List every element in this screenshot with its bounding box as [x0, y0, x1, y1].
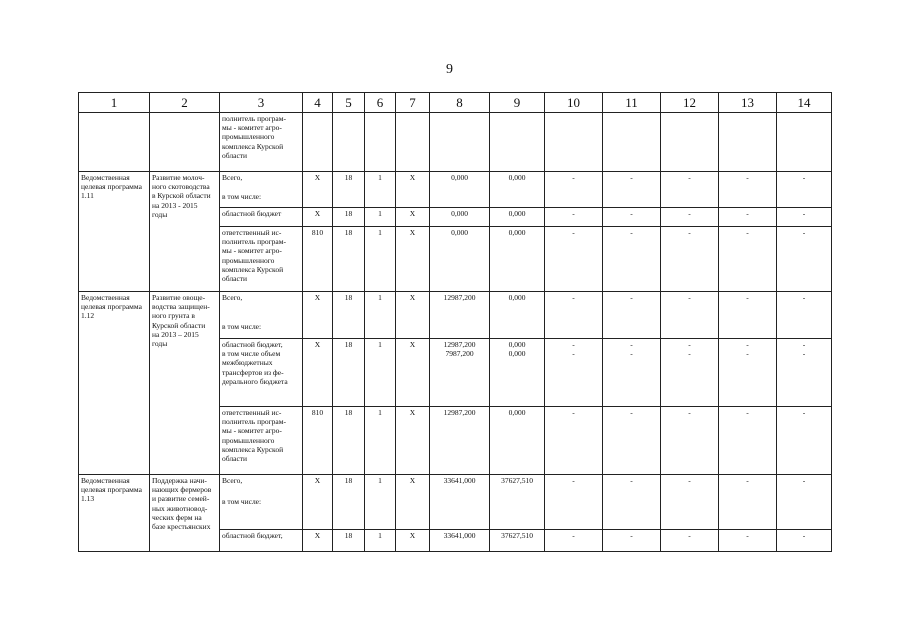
- cell: -: [603, 208, 661, 227]
- cell: Х: [303, 172, 333, 208]
- cell: 0,000: [490, 227, 545, 292]
- value: -: [802, 349, 806, 359]
- program-name-cell: Развитие овоще- водства защищен- ного грунта в Курской области на 2013 – 2015 годы: [150, 292, 220, 475]
- cell: [490, 339, 545, 407]
- header-col-12: 12: [661, 93, 719, 113]
- cell: 18: [333, 475, 365, 530]
- cell: [79, 113, 150, 172]
- cell: -: [719, 227, 777, 292]
- value: -: [688, 340, 691, 349]
- cell: [396, 113, 430, 172]
- value: -: [630, 340, 633, 349]
- cell: 0,000: [490, 292, 545, 339]
- cell: 1: [365, 530, 396, 552]
- cell: Х: [396, 339, 430, 407]
- cell: -: [777, 530, 832, 552]
- cell: [661, 339, 719, 407]
- cell: 18: [333, 292, 365, 339]
- cell: 12987,200: [430, 407, 490, 475]
- cell-executor: ответственный ис- полнитель програм- мы - комитет агро- промышленного комплекса Курской области: [220, 227, 303, 292]
- value: -: [746, 340, 749, 349]
- cell: [545, 339, 603, 407]
- cell: -: [661, 530, 719, 552]
- value: -: [630, 349, 633, 359]
- source-including: в том числе:: [222, 497, 262, 507]
- cell: [719, 339, 777, 407]
- cell: -: [719, 530, 777, 552]
- value: -: [746, 349, 749, 359]
- cell: -: [661, 475, 719, 530]
- source-total: Всего,: [222, 293, 243, 302]
- cell: 18: [333, 208, 365, 227]
- cell: -: [603, 292, 661, 339]
- value: -: [572, 349, 575, 359]
- header-col-8: 8: [430, 93, 490, 113]
- value: -: [688, 349, 691, 359]
- value: -: [572, 340, 575, 349]
- program-name-cell: Поддержка начи- нающих фермеров и развитие семей- ных животновод- ческих ферм на базе крестьянских: [150, 475, 220, 552]
- header-col-7: 7: [396, 93, 430, 113]
- header-row: [79, 93, 832, 113]
- cell: -: [719, 475, 777, 530]
- cell: -: [545, 475, 603, 530]
- cell: 18: [333, 172, 365, 208]
- value: 7987,200: [445, 349, 474, 359]
- header-col-13: 13: [719, 93, 777, 113]
- header-col-14: 14: [777, 93, 832, 113]
- cell: 0,000: [430, 172, 490, 208]
- cell: Х: [396, 475, 430, 530]
- table-row: [79, 172, 832, 208]
- value: 0,000: [508, 349, 526, 359]
- cell: 0,000: [430, 208, 490, 227]
- cell: [333, 113, 365, 172]
- cell-source: [220, 292, 303, 339]
- cell: -: [545, 407, 603, 475]
- cell: 1: [365, 208, 396, 227]
- cell-source: областной бюджет: [220, 208, 303, 227]
- cell: -: [777, 227, 832, 292]
- value: 0,000: [508, 340, 526, 349]
- cell: 1: [365, 227, 396, 292]
- program-cell: Ведомственная целевая программа 1.11: [79, 172, 150, 292]
- cell: -: [661, 292, 719, 339]
- cell-source: областной бюджет,: [220, 530, 303, 552]
- cell: [430, 339, 490, 407]
- cell: Х: [396, 530, 430, 552]
- table-row: [79, 113, 832, 172]
- cell: [150, 113, 220, 172]
- cell: 37627,510: [490, 530, 545, 552]
- cell-executor: ответственный ис- полнитель програм- мы - комитет агро- промышленного комплекса Курской области: [220, 407, 303, 475]
- cell: -: [661, 208, 719, 227]
- budget-table: [78, 92, 832, 552]
- program-cell: Ведомственная целевая программа 1.12: [79, 292, 150, 475]
- cell: 18: [333, 530, 365, 552]
- cell: 1: [365, 292, 396, 339]
- source-total: Всего,: [222, 173, 243, 182]
- cell: 1: [365, 475, 396, 530]
- cell: [365, 113, 396, 172]
- cell: Х: [396, 172, 430, 208]
- cell: -: [603, 407, 661, 475]
- cell: [777, 339, 832, 407]
- cell: -: [603, 227, 661, 292]
- cell-executor: полнитель програм- мы - комитет агро- промышленного комплекса Курской области: [220, 113, 303, 172]
- header-col-10: 10: [545, 93, 603, 113]
- cell: Х: [303, 530, 333, 552]
- value: 12987,200: [443, 340, 476, 349]
- cell: -: [777, 475, 832, 530]
- header-col-2: 2: [150, 93, 220, 113]
- source-including: в том числе:: [222, 322, 262, 332]
- cell: Х: [396, 227, 430, 292]
- table-row: [79, 292, 832, 339]
- cell: -: [545, 530, 603, 552]
- cell: -: [777, 172, 832, 208]
- table-row: [79, 475, 832, 530]
- cell: -: [661, 407, 719, 475]
- cell: -: [719, 208, 777, 227]
- source-including: в том числе:: [222, 192, 262, 202]
- header-col-3: 3: [220, 93, 303, 113]
- cell: -: [603, 172, 661, 208]
- cell: 33641,000: [430, 530, 490, 552]
- cell: [430, 113, 490, 172]
- cell: -: [661, 227, 719, 292]
- cell: -: [777, 407, 832, 475]
- header-col-11: 11: [603, 93, 661, 113]
- cell-source: [220, 475, 303, 530]
- cell: [777, 113, 832, 172]
- cell: -: [719, 172, 777, 208]
- cell: -: [545, 208, 603, 227]
- program-name-cell: Развитие молоч- ного скотоводства в Курской области на 2013 - 2015 годы: [150, 172, 220, 292]
- cell: Х: [303, 292, 333, 339]
- program-cell: Ведомственная целевая программа 1.13: [79, 475, 150, 552]
- cell: 1: [365, 407, 396, 475]
- cell: -: [777, 292, 832, 339]
- header-col-5: 5: [333, 93, 365, 113]
- cell: [603, 339, 661, 407]
- cell: Х: [396, 208, 430, 227]
- header-col-1: 1: [79, 93, 150, 113]
- cell: Х: [303, 339, 333, 407]
- cell: Х: [303, 208, 333, 227]
- cell: -: [661, 172, 719, 208]
- cell: [303, 113, 333, 172]
- cell: 0,000: [430, 227, 490, 292]
- cell: [719, 113, 777, 172]
- cell: -: [603, 530, 661, 552]
- cell: 0,000: [490, 172, 545, 208]
- cell: -: [719, 407, 777, 475]
- cell: 12987,200: [430, 292, 490, 339]
- cell: 1: [365, 172, 396, 208]
- cell: 0,000: [490, 407, 545, 475]
- cell-source: [220, 339, 303, 407]
- value: -: [802, 340, 806, 349]
- cell: [603, 113, 661, 172]
- cell: [545, 113, 603, 172]
- cell-source: [220, 172, 303, 208]
- header-col-9: 9: [490, 93, 545, 113]
- cell: 18: [333, 339, 365, 407]
- cell: 33641,000: [430, 475, 490, 530]
- source-regional: областной бюджет,: [222, 340, 283, 349]
- cell: [661, 113, 719, 172]
- cell: 1: [365, 339, 396, 407]
- cell: -: [545, 172, 603, 208]
- cell: Х: [396, 407, 430, 475]
- cell: -: [545, 227, 603, 292]
- header-col-6: 6: [365, 93, 396, 113]
- cell: Х: [396, 292, 430, 339]
- page-number: 9: [446, 62, 453, 77]
- cell: 18: [333, 407, 365, 475]
- cell: 18: [333, 227, 365, 292]
- cell: Х: [303, 475, 333, 530]
- cell: 810: [303, 227, 333, 292]
- source-total: Всего,: [222, 476, 243, 485]
- cell: 37627,510: [490, 475, 545, 530]
- header-col-4: 4: [303, 93, 333, 113]
- cell: -: [719, 292, 777, 339]
- cell: -: [603, 475, 661, 530]
- cell: 810: [303, 407, 333, 475]
- cell: -: [545, 292, 603, 339]
- cell: [490, 113, 545, 172]
- source-federal-transfers: в том числе объем межбюджетных трансфертов из фе- дерального бюджета: [222, 349, 288, 386]
- cell: 0,000: [490, 208, 545, 227]
- cell: -: [777, 208, 832, 227]
